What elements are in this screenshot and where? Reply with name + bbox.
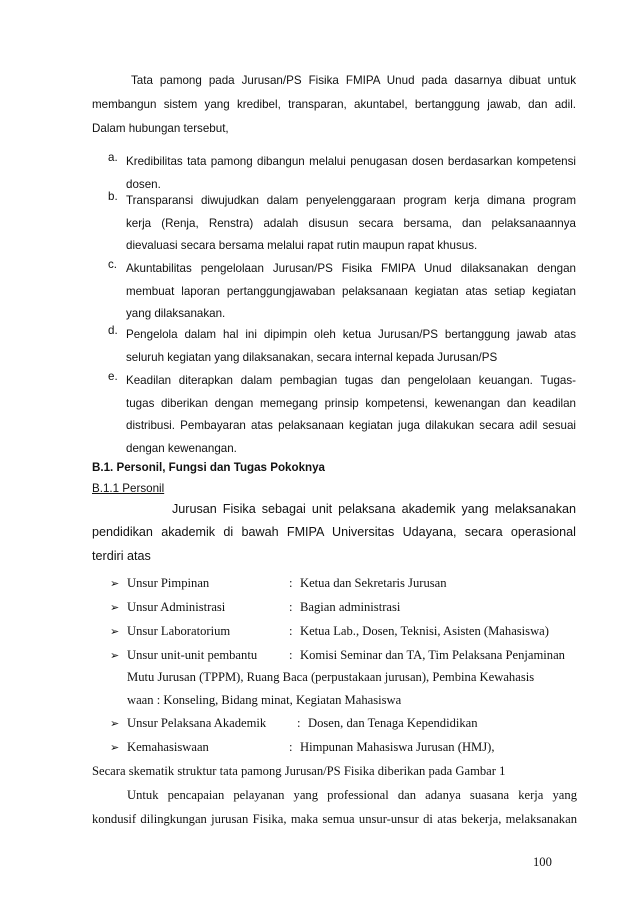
text-line: Keadilan diterapkan dalam pembagian tugas dan pengelolaan keuangan. Tugas- — [126, 374, 576, 387]
unsur-name: Unsur Pelaksana Akademik — [127, 716, 267, 730]
unsur-colon: : — [289, 600, 293, 614]
list-item-text — [126, 258, 576, 326]
list-item-text — [126, 370, 576, 460]
unsur-value: Ketua dan Sekretaris Jurusan — [300, 576, 447, 590]
unsur-name: Unsur Laboratorium — [127, 624, 231, 638]
text-line: kerja (Renja, Renstra) adalah disusun secara bersama, dan pelaksanaannya — [126, 216, 576, 230]
unsur-value: Himpunan Mahasiswa Jurusan (HMJ), — [300, 740, 495, 754]
unsur-item — [92, 716, 582, 737]
unsur-item — [92, 576, 582, 597]
unsur-continuation-line: Mutu Jurusan (TPPM), Ruang Baca (perpustakaan jurusan), Pembina Kewahasis — [127, 670, 535, 684]
personil-line-1: Jurusan Fisika sebagai unit pelaksana akademik yang melaksanakan — [172, 502, 576, 516]
unsur-item — [92, 624, 582, 645]
list-marker: b. — [108, 190, 118, 203]
text-line: Pengelola dalam hal ini dipimpin oleh ketua Jurusan/PS bertanggung jawab atas — [126, 328, 576, 341]
unsur-value: Dosen, dan Tenaga Kependidikan — [308, 716, 478, 730]
closing-line-1: Secara skematik struktur tata pamong Jurusan/PS Fisika diberikan pada Gambar 1 — [92, 764, 506, 778]
page-number: 100 — [533, 855, 552, 869]
subsection-heading: B.1.1 Personil — [92, 482, 165, 495]
unsur-value: Ketua Lab., Dosen, Teknisi, Asisten (Mahasiswa) — [300, 624, 549, 638]
arrow-bullet-icon: ➢ — [110, 578, 120, 590]
unsur-continuation-line: waan : Konseling, Bidang minat, Kegiatan Mahasiswa — [127, 693, 402, 707]
list-marker: e. — [108, 370, 118, 383]
text-line: dievaluasi secara bersama melalui rapat rutin maupun rapat khusus. — [126, 239, 478, 253]
unsur-value: Komisi Seminar dan TA, Tim Pelaksana Penjaminan — [300, 648, 565, 662]
unsur-item — [92, 648, 582, 669]
arrow-bullet-icon: ➢ — [110, 742, 120, 754]
unsur-colon: : — [289, 740, 293, 754]
list-marker: a. — [108, 151, 118, 164]
text-line: Kredibilitas tata pamong dibangun melalui penugasan dosen berdasarkan kompetensi — [126, 155, 576, 168]
arrow-bullet-icon: ➢ — [110, 602, 120, 614]
unsur-item — [92, 740, 582, 761]
text-line: dengan kewenangan. — [126, 441, 237, 455]
unsur-colon: : — [289, 624, 293, 638]
intro-line-2: membangun sistem yang kredibel, transparan, akuntabel, bertanggung jawab, dan adil. — [92, 98, 576, 111]
unsur-name: Unsur Pimpinan — [127, 576, 210, 590]
arrow-bullet-icon: ➢ — [110, 718, 120, 730]
unsur-name: Unsur unit-unit pembantu — [127, 648, 258, 662]
text-line: distribusi. Pembayaran atas pelaksanaan kegiatan juga dilakukan secara adil sesuai — [126, 419, 576, 433]
text-line: seluruh kegiatan yang dilaksanakan, secara internal kepada Jurusan/PS — [126, 350, 498, 364]
unsur-colon: : — [297, 716, 301, 730]
list-item-text — [126, 190, 576, 258]
list-marker: d. — [108, 324, 118, 337]
closing-line-2: Untuk pencapaian pelayanan yang professional dan adanya suasana kerja yang — [127, 788, 577, 802]
personil-line-3: terdiri atas — [92, 549, 151, 563]
unsur-name: Kemahasiswaan — [127, 740, 209, 754]
intro-line-1: Tata pamong pada Jurusan/PS Fisika FMIPA Unud pada dasarnya dibuat untuk — [131, 74, 576, 87]
text-line: Transparansi diwujudkan dalam penyelenggaraan program kerja dimana program — [126, 194, 576, 207]
unsur-name: Unsur Administrasi — [127, 600, 226, 614]
arrow-bullet-icon: ➢ — [110, 650, 120, 662]
text-line: tugas diberikan dengan memegang prinsip kompetensi, kewenangan dan keadilan — [126, 396, 576, 410]
text-line: membuat laporan pertanggungjawaban pelaksanaan kegiatan atas setiap kegiatan — [126, 284, 576, 298]
closing-line-3: kondusif dilingkungan jurusan Fisika, maka semua unsur-unsur di atas bekerja, melaksanakan — [92, 812, 577, 826]
text-line: dosen. — [126, 177, 161, 191]
text-line: yang dilaksanakan. — [126, 307, 226, 321]
personil-line-2: pendidikan akademik di bawah FMIPA Universitas Udayana, secara operasional — [92, 525, 576, 539]
unsur-value: Bagian administrasi — [300, 600, 401, 614]
list-marker: c. — [108, 258, 118, 271]
arrow-bullet-icon: ➢ — [110, 626, 120, 638]
list-item-text — [126, 324, 576, 369]
text-line: Akuntabilitas pengelolaan Jurusan/PS Fisika FMIPA Unud dilaksanakan dengan — [126, 262, 576, 275]
unsur-item — [92, 600, 582, 621]
unsur-colon: : — [289, 576, 293, 590]
intro-line-3: Dalam hubungan tersebut, — [92, 122, 229, 135]
unsur-colon: : — [289, 648, 293, 662]
section-heading: B.1. Personil, Fungsi dan Tugas Pokoknya — [92, 461, 325, 474]
